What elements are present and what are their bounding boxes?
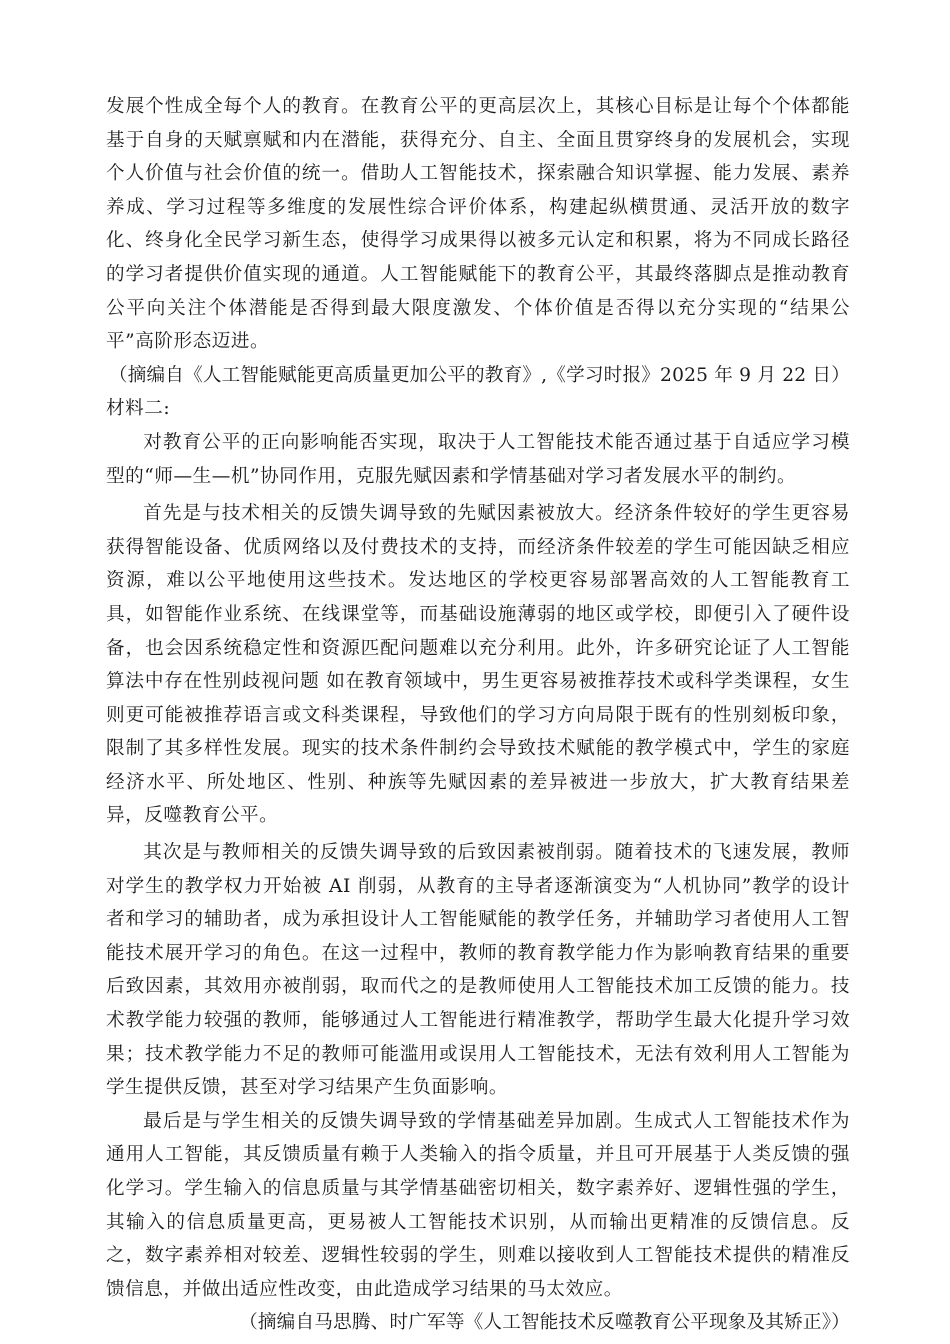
citation-material-2: （摘编自马思腾、时广军等《人工智能技术反噬教育公平现象及其矫正》）: [239, 1312, 850, 1334]
citation-material-1: （摘编自《人工智能赋能更高质量更加公平的教育》,《学习时报》2025 年 9 月 22 日）: [108, 364, 850, 386]
paragraph-1: 发展个性成全每个人的教育。在教育公平的更高层次上，其核心目标是让每个个体都能基于自身的天赋禀赋和内在潜能，获得充分、自主、全面且贯穿终身的发展机会，实现个人价值与社会价值的统一。借助人工智能技术，探索融合知识掌握、能力发展、素养养成、学习过程等多维度的发展性综合评价体系，构建起纵横贯通、灵活开放的数字化、终身化全民学习新生态，使得学习成果得以被多元认定和积累，将为不同成长路径的学习者提供价值实现的通道。人工智能赋能下的教育公平，其最终落脚点是推动教育公平向关注个体潜能是否得到最大限度激发、个体价值是否得以充分实现的“结果公平”高阶形态迈进。: [106, 96, 850, 353]
paragraph-3: 首先是与技术相关的反馈失调导致的先赋因素被放大。经济条件较好的学生更容易获得智能设备、优质网络以及付费技术的支持，而经济条件较差的学生可能因缺乏相应资源，难以公平地使用这些技术。发达地区的学校更容易部署高效的人工智能教育工具，如智能作业系统、在线课堂等，而基础设施薄弱的地区或学校，即便引入了硬件设备，也会因系统稳定性和资源匹配问题难以充分利用。此外，许多研究论证了人工智能算法中存在性别歧视问题 如在教育领域中，男生更容易被推荐技术或科学类课程，女生则更可能被推荐语言或文科类课程，导致他们的学习方向局限于既有的性别刻板印象，限制了其多样性发展。现实的技术条件制约会导致技术赋能的教学模式中，学生的家庭经济水平、所处地区、性别、种族等先赋因素的差异被进一步放大，扩大教育结果差异，反噬教育公平。: [106, 503, 850, 827]
material-2-label: 材料二:: [106, 398, 171, 420]
paragraph-2: 对教育公平的正向影响能否实现，取决于人工智能技术能否通过基于自适应学习模型的“师—生—机”协同作用，克服先赋因素和学情基础对学习者发展水平的制约。: [106, 431, 850, 487]
paragraph-4: 其次是与教师相关的反馈失调导致的后致因素被削弱。随着技术的飞速发展，教师对学生的教学权力开始被 AI 削弱，从教育的主导者逐渐演变为“人机协同”教学的设计者和学习的辅助者，成为承担设计人工智能赋能的教学任务，并辅助学习者使用人工智能技术展开学习的角色。在这一过程中，教师的教育教学能力作为影响教育结果的重要后致因素，其效用亦被削弱，取而代之的是教师使用人工智能技术加工反馈的能力。技术教学能力较强的教师，能够通过人工智能进行精准教学，帮助学生最大化提升学习效果；技术教学能力不足的教师可能滥用或误用人工智能技术，无法有效利用人工智能为学生提供反馈，甚至对学习结果产生负面影响。: [106, 842, 850, 1099]
paragraph-5: 最后是与学生相关的反馈失调导致的学情基础差异加剧。生成式人工智能技术作为通用人工智能，其反馈质量有赖于人类输入的指令质量，并且可开展基于人类反馈的强化学习。学生输入的信息质量与其学情基础密切相关，数字素养好、逻辑性强的学生，其输入的信息质量更高，更易被人工智能技术识别，从而输出更精准的反馈信息。反之，数字素养相对较差、逻辑性较弱的学生，则难以接收到人工智能技术提供的精准反馈信息，并做出适应性改变，由此造成学习结果的马太效应。: [106, 1110, 850, 1300]
document-page: [106, 90, 850, 1340]
